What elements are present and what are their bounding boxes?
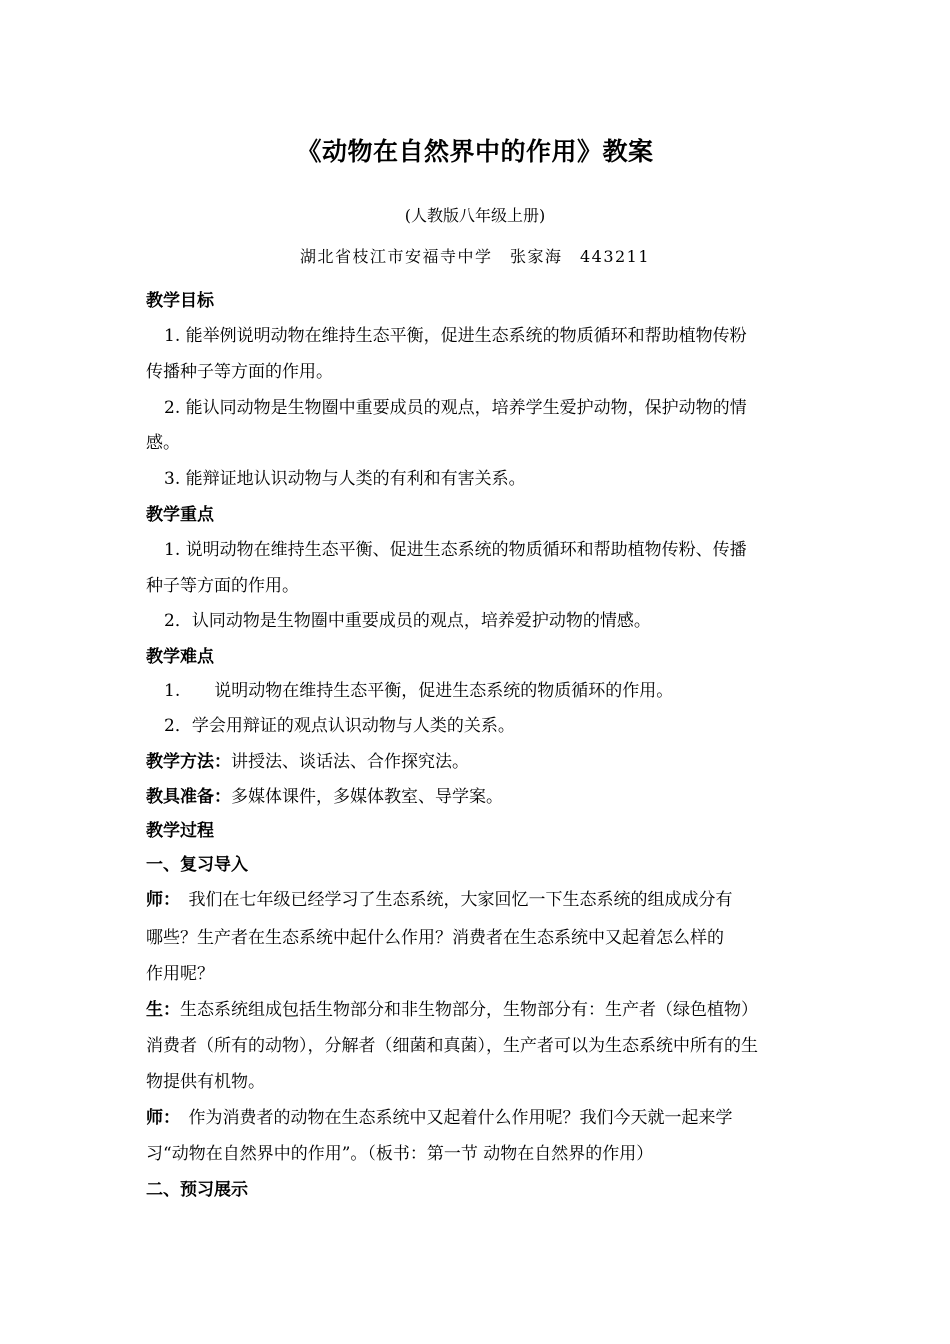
teacher-2-line-2: 习“动物在自然界中的作用”。（板书：第一节 动物在自然界的作用） (146, 1144, 654, 1164)
objectives-heading: 教学目标 (146, 291, 214, 311)
process-heading: 教学过程 (146, 821, 214, 841)
objective-2-line-1: 2. 能认同动物是生物圈中重要成员的观点，培养学生爱护动物，保护动物的情 (164, 398, 747, 418)
teacher-1-line-2: 哪些？生产者在生态系统中起什么作用？消费者在生态系统中又起着怎么样的 (146, 928, 724, 948)
student-1-line-1 (146, 998, 816, 1022)
teacher-2-label: 师： (146, 1108, 172, 1128)
methods-line (146, 750, 816, 774)
document-subtitle: (人教版八年级上册) (404, 206, 546, 225)
author-line: 湖北省枝江市安福寺中学 张家海 443211 (299, 247, 651, 266)
methods-text: 讲授法、谈话法、合作探究法。 (231, 752, 469, 772)
tools-label: 教具准备： (146, 787, 231, 807)
difficulty-2: 2．学会用辩证的观点认识动物与人类的关系。 (164, 716, 515, 736)
student-label: 生： (146, 1000, 180, 1020)
teacher-1-line-1 (146, 888, 816, 912)
methods-label: 教学方法： (146, 752, 231, 772)
key-point-2: 2．认同动物是生物圈中重要成员的观点，培养爱护动物的情感。 (164, 611, 651, 631)
teacher-1-line-3: 作用呢？ (146, 964, 214, 984)
key-points-heading: 教学重点 (146, 505, 214, 525)
key-point-1-line-2: 种子等方面的作用。 (146, 576, 299, 596)
teacher-label: 师： (146, 890, 172, 910)
difficulties-heading: 教学难点 (146, 647, 214, 667)
student-1-text: 生态系统组成包括生物部分和非生物部分，生物部分有：生产者（绿色植物） (180, 1000, 758, 1020)
student-1-line-2: 消费者（所有的动物），分解者（细菌和真菌），生产者可以为生态系统中所有的生 (146, 1036, 758, 1056)
teacher-1-text: 我们在七年级已经学习了生态系统，大家回忆一下生态系统的组成成分有 (171, 890, 733, 910)
tools-line (146, 785, 816, 809)
difficulty-1: 1. 说明动物在维持生态平衡，促进生态系统的物质循环的作用。 (164, 681, 674, 701)
part-1-heading: 一、复习导入 (146, 855, 248, 875)
objective-1-line-1: 1. 能举例说明动物在维持生态平衡，促进生态系统的物质循环和帮助植物传粉 (164, 326, 747, 346)
student-1-line-3: 物提供有机物。 (146, 1072, 265, 1092)
teacher-2-text: 作为消费者的动物在生态系统中又起着什么作用呢？我们今天就一起来学 (171, 1108, 733, 1128)
teacher-2-line-1 (146, 1106, 816, 1130)
tools-text: 多媒体课件，多媒体教室、导学案。 (231, 787, 503, 807)
key-point-1-line-1: 1. 说明动物在维持生态平衡、促进生态系统的物质循环和帮助植物传粉、传播 (164, 540, 747, 560)
part-2-heading: 二、预习展示 (146, 1180, 248, 1200)
objective-1-line-2: 传播种子等方面的作用。 (146, 362, 333, 382)
objective-3: 3. 能辩证地认识动物与人类的有利和有害关系。 (164, 469, 526, 489)
objective-2-line-2: 感。 (146, 433, 180, 453)
document-title: 《动物在自然界中的作用》教案 (296, 137, 654, 166)
